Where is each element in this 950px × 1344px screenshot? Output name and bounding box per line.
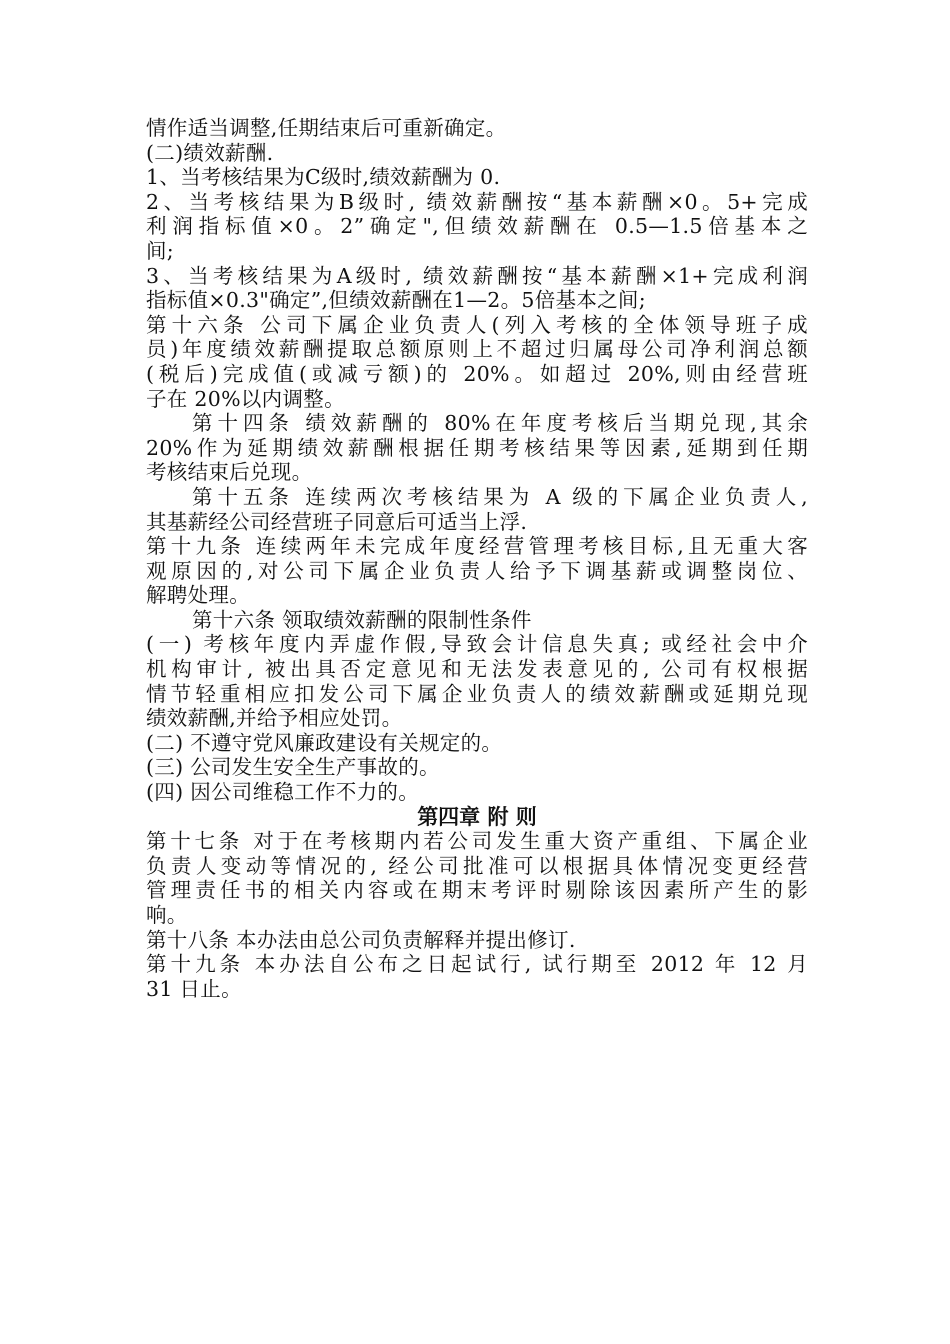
text-line: 第十六条 公司下属企业负责人(列入考核的全体领导班子成 bbox=[146, 312, 808, 337]
document-page bbox=[146, 116, 808, 1001]
text-line: 其基薪经公司经营班子同意后可适当上浮. bbox=[146, 509, 528, 534]
text-line: 情作适当调整,任期结束后可重新确定。 bbox=[146, 116, 507, 140]
text-line: 机构审计, 被出具否定意见和无法发表意见的, 公司有权根据 bbox=[146, 657, 808, 682]
text-line: 解聘处理。 bbox=[146, 583, 250, 608]
text-line: 第十九条 本办法自公布之日起试行, 试行期至 2012 年 12 月 bbox=[146, 952, 808, 977]
text-line: 第十五条 连续两次考核结果为 A 级的下属企业负责人, bbox=[192, 484, 808, 509]
text-line: 负责人变动等情况的, 经公司批准可以根据具体情况变更经营 bbox=[146, 853, 808, 878]
text-line: (二)绩效薪酬. bbox=[146, 140, 274, 165]
text-line: 2、当考核结果为B级时, 绩效薪酬按“基本薪酬×0。5+完成 bbox=[146, 189, 808, 214]
text-line: 绩效薪酬,并给予相应处罚。 bbox=[146, 706, 403, 731]
appendix-body bbox=[146, 829, 808, 1001]
text-line: 第十四条 绩效薪酬的 80%在年度考核后当期兑现,其余 bbox=[192, 411, 808, 436]
text-line: 第十六条 领取绩效薪酬的限制性条件 bbox=[192, 607, 532, 632]
text-line: 情节轻重相应扣发公司下属企业负责人的绩效薪酬或延期兑现 bbox=[146, 681, 808, 706]
text-line: 3、当考核结果为A级时, 绩效薪酬按“基本薪酬×1+完成利润 bbox=[146, 263, 808, 288]
text-line: 观原因的,对公司下属企业负责人给予下调基薪或调整岗位、 bbox=[146, 558, 808, 583]
text-line: 管理责任书的相关内容或在期末考评时剔除该因素所产生的影 bbox=[146, 878, 808, 903]
text-line: 1、当考核结果为C级时,绩效薪酬为 0. bbox=[146, 165, 501, 190]
text-line: 31 日止。 bbox=[146, 976, 242, 1001]
chapter-heading: 第四章 附 则 bbox=[417, 804, 537, 829]
text-line: 子在 20%以内调整。 bbox=[146, 386, 345, 411]
text-line: 第十七条 对于在考核期内若公司发生重大资产重组、下属企业 bbox=[146, 829, 808, 854]
text-line: 第十八条 本办法由总公司负责解释并提出修订. bbox=[146, 927, 576, 952]
text-line: 响。 bbox=[146, 903, 188, 927]
text-line: 指标值×0.3"确定”,但绩效薪酬在1—2。5倍基本之间; bbox=[146, 288, 646, 313]
text-line: 20%作为延期绩效薪酬根据任期考核结果等因素,延期到任期 bbox=[146, 435, 808, 460]
text-line: 考核结束后兑现。 bbox=[146, 460, 313, 485]
text-line: (二) 不遵守党风廉政建设有关规定的。 bbox=[146, 730, 503, 755]
text-line: (三) 公司发生安全生产事故的。 bbox=[146, 755, 440, 780]
text-line: (一) 考核年度内弄虚作假,导致会计信息失真; 或经社会中介 bbox=[146, 632, 808, 657]
text-line: 员)年度绩效薪酬提取总额原则上不超过归属母公司净利润总额 bbox=[146, 337, 808, 362]
text-line: 间; bbox=[146, 238, 175, 263]
text-line: (四) 因公司维稳工作不力的。 bbox=[146, 780, 420, 805]
text-line: 利润指标值×0。2”确定",但绩效薪酬在 0.5—1.5倍基本之 bbox=[146, 214, 808, 239]
text-line: (税后)完成值(或减亏额)的 20%。如超过 20%,则由经营班 bbox=[146, 361, 808, 386]
document-body bbox=[146, 116, 808, 805]
text-line: 第十九条 连续两年未完成年度经营管理考核目标,且无重大客 bbox=[146, 534, 808, 559]
